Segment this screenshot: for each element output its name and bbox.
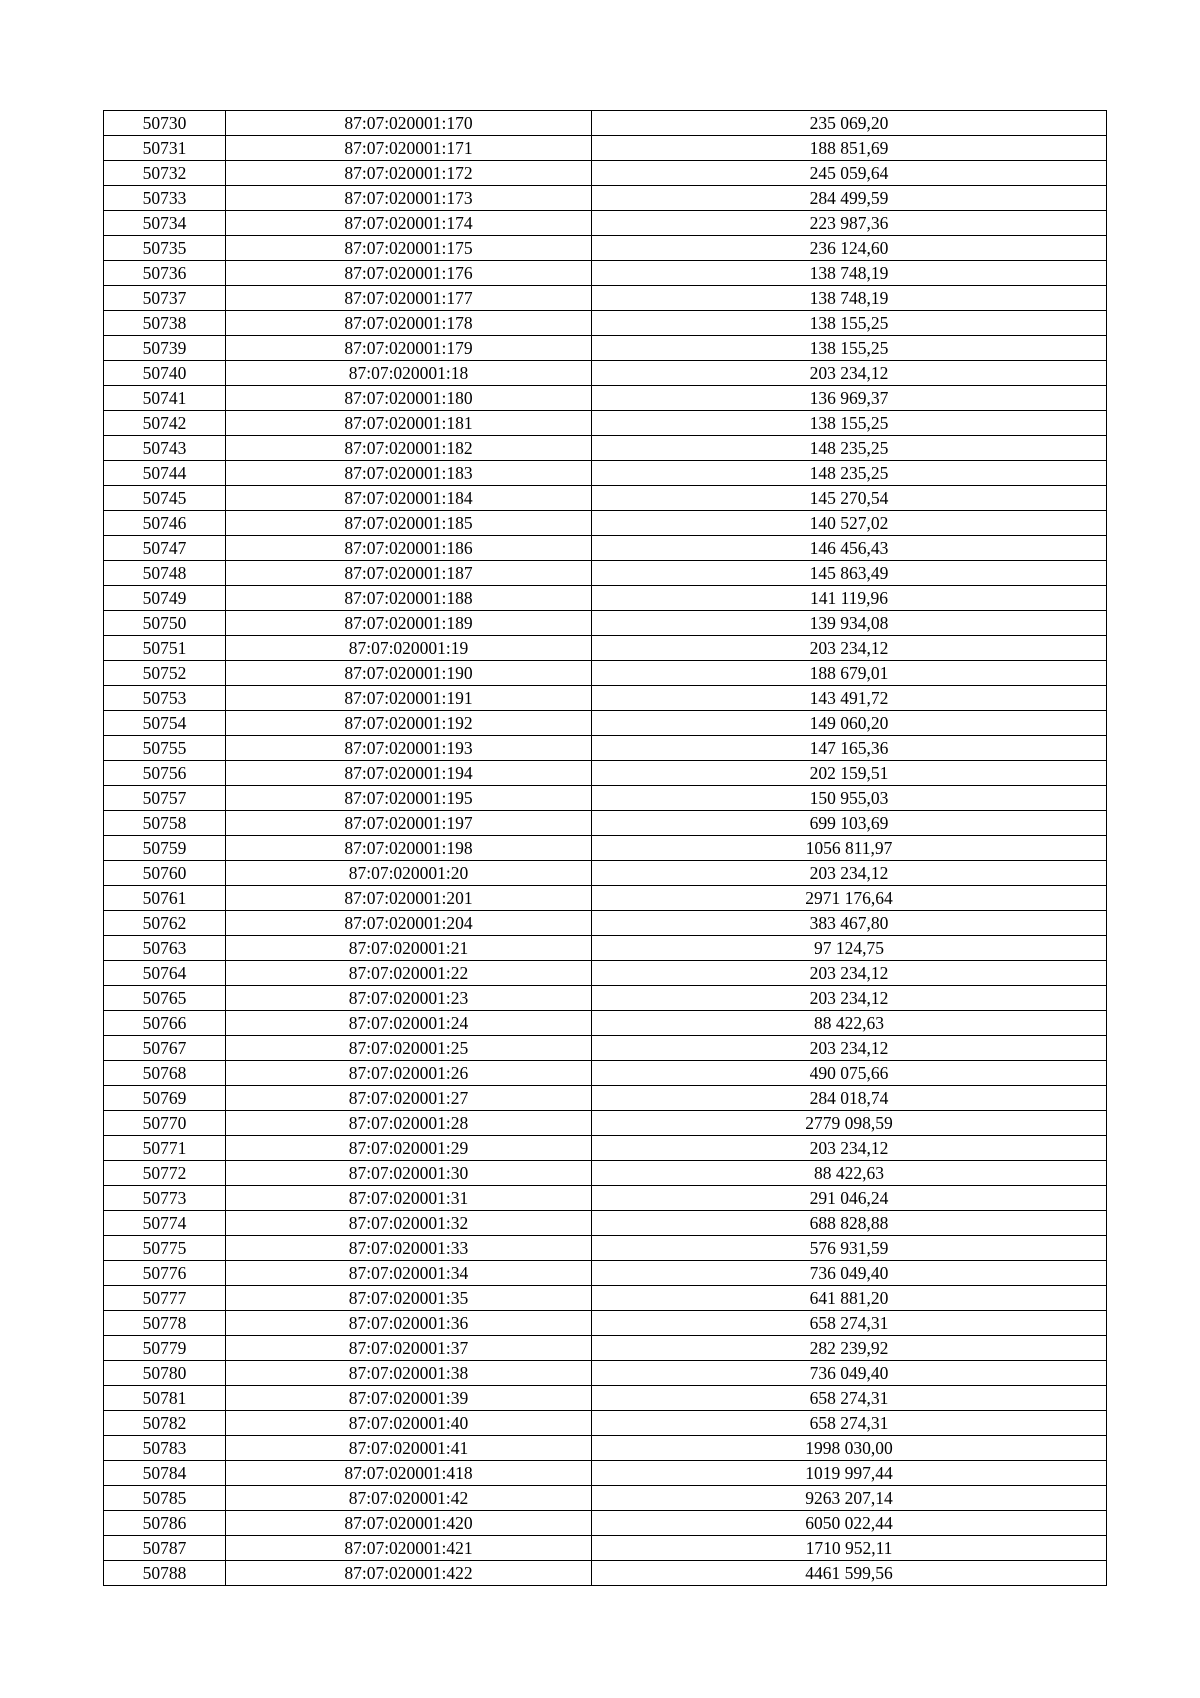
table-row bbox=[104, 1186, 1107, 1211]
row-number-cell: 50769 bbox=[104, 1086, 226, 1111]
table-row bbox=[104, 1411, 1107, 1436]
cadastral-number-cell: 87:07:020001:39 bbox=[226, 1386, 592, 1411]
table-row bbox=[104, 1511, 1107, 1536]
row-number-cell: 50733 bbox=[104, 186, 226, 211]
row-number-cell: 50738 bbox=[104, 311, 226, 336]
row-number-cell: 50737 bbox=[104, 286, 226, 311]
cadastral-number-cell: 87:07:020001:27 bbox=[226, 1086, 592, 1111]
table-row bbox=[104, 1111, 1107, 1136]
cadastral-value-cell: 4461 599,56 bbox=[592, 1561, 1107, 1586]
table-row bbox=[104, 136, 1107, 161]
row-number-cell: 50752 bbox=[104, 661, 226, 686]
table-row bbox=[104, 1261, 1107, 1286]
cadastral-number-cell: 87:07:020001:20 bbox=[226, 861, 592, 886]
table-row bbox=[104, 836, 1107, 861]
table-row bbox=[104, 336, 1107, 361]
cadastral-number-cell: 87:07:020001:33 bbox=[226, 1236, 592, 1261]
row-number-cell: 50767 bbox=[104, 1036, 226, 1061]
cadastral-number-cell: 87:07:020001:35 bbox=[226, 1286, 592, 1311]
table-row bbox=[104, 1161, 1107, 1186]
row-number-cell: 50763 bbox=[104, 936, 226, 961]
cadastral-value-cell: 223 987,36 bbox=[592, 211, 1107, 236]
table-row bbox=[104, 311, 1107, 336]
cadastral-number-cell: 87:07:020001:23 bbox=[226, 986, 592, 1011]
row-number-cell: 50786 bbox=[104, 1511, 226, 1536]
table-row bbox=[104, 286, 1107, 311]
row-number-cell: 50755 bbox=[104, 736, 226, 761]
row-number-cell: 50735 bbox=[104, 236, 226, 261]
cadastral-value-cell: 148 235,25 bbox=[592, 461, 1107, 486]
cadastral-number-cell: 87:07:020001:24 bbox=[226, 1011, 592, 1036]
table-row bbox=[104, 561, 1107, 586]
row-number-cell: 50781 bbox=[104, 1386, 226, 1411]
row-number-cell: 50768 bbox=[104, 1061, 226, 1086]
cadastral-number-cell: 87:07:020001:22 bbox=[226, 961, 592, 986]
cadastral-number-cell: 87:07:020001:193 bbox=[226, 736, 592, 761]
cadastral-number-cell: 87:07:020001:190 bbox=[226, 661, 592, 686]
cadastral-value-cell: 203 234,12 bbox=[592, 986, 1107, 1011]
cadastral-number-cell: 87:07:020001:201 bbox=[226, 886, 592, 911]
table-row bbox=[104, 661, 1107, 686]
table-row bbox=[104, 111, 1107, 136]
row-number-cell: 50753 bbox=[104, 686, 226, 711]
table-row bbox=[104, 786, 1107, 811]
cadastral-number-cell: 87:07:020001:188 bbox=[226, 586, 592, 611]
table-row bbox=[104, 1086, 1107, 1111]
cadastral-value-cell: 148 235,25 bbox=[592, 436, 1107, 461]
cadastral-value-cell: 150 955,03 bbox=[592, 786, 1107, 811]
row-number-cell: 50764 bbox=[104, 961, 226, 986]
cadastral-value-cell: 736 049,40 bbox=[592, 1261, 1107, 1286]
table-row bbox=[104, 886, 1107, 911]
table-row bbox=[104, 986, 1107, 1011]
row-number-cell: 50732 bbox=[104, 161, 226, 186]
row-number-cell: 50787 bbox=[104, 1536, 226, 1561]
cadastral-value-cell: 145 270,54 bbox=[592, 486, 1107, 511]
cadastral-number-cell: 87:07:020001:36 bbox=[226, 1311, 592, 1336]
cadastral-value-cell: 1019 997,44 bbox=[592, 1461, 1107, 1486]
table-body bbox=[104, 111, 1107, 1586]
cadastral-number-cell: 87:07:020001:172 bbox=[226, 161, 592, 186]
cadastral-value-cell: 1998 030,00 bbox=[592, 1436, 1107, 1461]
table-row bbox=[104, 636, 1107, 661]
cadastral-value-cell: 235 069,20 bbox=[592, 111, 1107, 136]
table-row bbox=[104, 436, 1107, 461]
cadastral-value-cell: 699 103,69 bbox=[592, 811, 1107, 836]
cadastral-value-cell: 136 969,37 bbox=[592, 386, 1107, 411]
row-number-cell: 50739 bbox=[104, 336, 226, 361]
cadastral-value-cell: 138 748,19 bbox=[592, 286, 1107, 311]
row-number-cell: 50754 bbox=[104, 711, 226, 736]
table-row bbox=[104, 1136, 1107, 1161]
cadastral-number-cell: 87:07:020001:422 bbox=[226, 1561, 592, 1586]
table-row bbox=[104, 1336, 1107, 1361]
cadastral-value-cell: 284 018,74 bbox=[592, 1086, 1107, 1111]
cadastral-value-cell: 141 119,96 bbox=[592, 586, 1107, 611]
table-row bbox=[104, 1211, 1107, 1236]
cadastral-number-cell: 87:07:020001:181 bbox=[226, 411, 592, 436]
cadastral-value-cell: 149 060,20 bbox=[592, 711, 1107, 736]
cadastral-number-cell: 87:07:020001:29 bbox=[226, 1136, 592, 1161]
cadastral-value-cell: 236 124,60 bbox=[592, 236, 1107, 261]
cadastral-number-cell: 87:07:020001:31 bbox=[226, 1186, 592, 1211]
row-number-cell: 50760 bbox=[104, 861, 226, 886]
cadastral-number-cell: 87:07:020001:174 bbox=[226, 211, 592, 236]
cadastral-number-cell: 87:07:020001:37 bbox=[226, 1336, 592, 1361]
cadastral-value-cell: 1056 811,97 bbox=[592, 836, 1107, 861]
table-row bbox=[104, 861, 1107, 886]
cadastral-value-cell: 688 828,88 bbox=[592, 1211, 1107, 1236]
row-number-cell: 50741 bbox=[104, 386, 226, 411]
cadastral-value-cell: 145 863,49 bbox=[592, 561, 1107, 586]
row-number-cell: 50773 bbox=[104, 1186, 226, 1211]
row-number-cell: 50771 bbox=[104, 1136, 226, 1161]
row-number-cell: 50757 bbox=[104, 786, 226, 811]
cadastral-value-cell: 1710 952,11 bbox=[592, 1536, 1107, 1561]
cadastral-number-cell: 87:07:020001:41 bbox=[226, 1436, 592, 1461]
row-number-cell: 50788 bbox=[104, 1561, 226, 1586]
cadastral-number-cell: 87:07:020001:40 bbox=[226, 1411, 592, 1436]
row-number-cell: 50734 bbox=[104, 211, 226, 236]
cadastral-value-cell: 658 274,31 bbox=[592, 1386, 1107, 1411]
table-row bbox=[104, 711, 1107, 736]
cadastral-value-cell: 97 124,75 bbox=[592, 936, 1107, 961]
cadastral-number-cell: 87:07:020001:197 bbox=[226, 811, 592, 836]
cadastral-number-cell: 87:07:020001:185 bbox=[226, 511, 592, 536]
table-row bbox=[104, 511, 1107, 536]
cadastral-value-table bbox=[103, 110, 1107, 1586]
cadastral-value-cell: 146 456,43 bbox=[592, 536, 1107, 561]
cadastral-value-cell: 88 422,63 bbox=[592, 1011, 1107, 1036]
row-number-cell: 50784 bbox=[104, 1461, 226, 1486]
cadastral-number-cell: 87:07:020001:42 bbox=[226, 1486, 592, 1511]
cadastral-value-cell: 203 234,12 bbox=[592, 961, 1107, 986]
cadastral-number-cell: 87:07:020001:183 bbox=[226, 461, 592, 486]
cadastral-number-cell: 87:07:020001:18 bbox=[226, 361, 592, 386]
cadastral-value-cell: 139 934,08 bbox=[592, 611, 1107, 636]
cadastral-value-cell: 147 165,36 bbox=[592, 736, 1107, 761]
cadastral-value-cell: 203 234,12 bbox=[592, 1136, 1107, 1161]
cadastral-value-cell: 658 274,31 bbox=[592, 1311, 1107, 1336]
table-row bbox=[104, 1461, 1107, 1486]
table-row bbox=[104, 1236, 1107, 1261]
row-number-cell: 50751 bbox=[104, 636, 226, 661]
table-row bbox=[104, 236, 1107, 261]
row-number-cell: 50774 bbox=[104, 1211, 226, 1236]
table-row bbox=[104, 1036, 1107, 1061]
row-number-cell: 50750 bbox=[104, 611, 226, 636]
cadastral-value-cell: 383 467,80 bbox=[592, 911, 1107, 936]
cadastral-value-cell: 9263 207,14 bbox=[592, 1486, 1107, 1511]
cadastral-value-cell: 245 059,64 bbox=[592, 161, 1107, 186]
cadastral-value-cell: 143 491,72 bbox=[592, 686, 1107, 711]
cadastral-value-cell: 2779 098,59 bbox=[592, 1111, 1107, 1136]
cadastral-number-cell: 87:07:020001:28 bbox=[226, 1111, 592, 1136]
row-number-cell: 50745 bbox=[104, 486, 226, 511]
cadastral-value-cell: 658 274,31 bbox=[592, 1411, 1107, 1436]
table-row bbox=[104, 1386, 1107, 1411]
table-row bbox=[104, 961, 1107, 986]
row-number-cell: 50783 bbox=[104, 1436, 226, 1461]
table-row bbox=[104, 536, 1107, 561]
table-row bbox=[104, 211, 1107, 236]
cadastral-value-cell: 736 049,40 bbox=[592, 1361, 1107, 1386]
row-number-cell: 50736 bbox=[104, 261, 226, 286]
cadastral-number-cell: 87:07:020001:184 bbox=[226, 486, 592, 511]
table-row bbox=[104, 186, 1107, 211]
row-number-cell: 50770 bbox=[104, 1111, 226, 1136]
cadastral-number-cell: 87:07:020001:19 bbox=[226, 636, 592, 661]
cadastral-value-cell: 2971 176,64 bbox=[592, 886, 1107, 911]
table-row bbox=[104, 161, 1107, 186]
cadastral-value-cell: 188 679,01 bbox=[592, 661, 1107, 686]
cadastral-value-cell: 284 499,59 bbox=[592, 186, 1107, 211]
row-number-cell: 50766 bbox=[104, 1011, 226, 1036]
table-row bbox=[104, 361, 1107, 386]
row-number-cell: 50777 bbox=[104, 1286, 226, 1311]
table-row bbox=[104, 1061, 1107, 1086]
row-number-cell: 50778 bbox=[104, 1311, 226, 1336]
cadastral-number-cell: 87:07:020001:176 bbox=[226, 261, 592, 286]
cadastral-value-cell: 188 851,69 bbox=[592, 136, 1107, 161]
row-number-cell: 50780 bbox=[104, 1361, 226, 1386]
table-row bbox=[104, 386, 1107, 411]
row-number-cell: 50765 bbox=[104, 986, 226, 1011]
table-row bbox=[104, 1011, 1107, 1036]
cadastral-value-cell: 203 234,12 bbox=[592, 361, 1107, 386]
cadastral-number-cell: 87:07:020001:198 bbox=[226, 836, 592, 861]
cadastral-number-cell: 87:07:020001:175 bbox=[226, 236, 592, 261]
row-number-cell: 50743 bbox=[104, 436, 226, 461]
cadastral-number-cell: 87:07:020001:420 bbox=[226, 1511, 592, 1536]
cadastral-number-cell: 87:07:020001:204 bbox=[226, 911, 592, 936]
cadastral-number-cell: 87:07:020001:38 bbox=[226, 1361, 592, 1386]
table-row bbox=[104, 461, 1107, 486]
cadastral-number-cell: 87:07:020001:178 bbox=[226, 311, 592, 336]
cadastral-value-cell: 490 075,66 bbox=[592, 1061, 1107, 1086]
cadastral-value-cell: 641 881,20 bbox=[592, 1286, 1107, 1311]
table-row bbox=[104, 936, 1107, 961]
row-number-cell: 50756 bbox=[104, 761, 226, 786]
table-row bbox=[104, 911, 1107, 936]
cadastral-number-cell: 87:07:020001:186 bbox=[226, 536, 592, 561]
cadastral-value-cell: 291 046,24 bbox=[592, 1186, 1107, 1211]
cadastral-value-cell: 576 931,59 bbox=[592, 1236, 1107, 1261]
cadastral-number-cell: 87:07:020001:189 bbox=[226, 611, 592, 636]
row-number-cell: 50761 bbox=[104, 886, 226, 911]
row-number-cell: 50785 bbox=[104, 1486, 226, 1511]
cadastral-number-cell: 87:07:020001:173 bbox=[226, 186, 592, 211]
cadastral-number-cell: 87:07:020001:179 bbox=[226, 336, 592, 361]
row-number-cell: 50759 bbox=[104, 836, 226, 861]
table-row bbox=[104, 486, 1107, 511]
cadastral-number-cell: 87:07:020001:180 bbox=[226, 386, 592, 411]
row-number-cell: 50742 bbox=[104, 411, 226, 436]
row-number-cell: 50744 bbox=[104, 461, 226, 486]
cadastral-value-cell: 138 155,25 bbox=[592, 311, 1107, 336]
cadastral-value-cell: 88 422,63 bbox=[592, 1161, 1107, 1186]
row-number-cell: 50731 bbox=[104, 136, 226, 161]
table-row bbox=[104, 761, 1107, 786]
row-number-cell: 50749 bbox=[104, 586, 226, 611]
row-number-cell: 50740 bbox=[104, 361, 226, 386]
cadastral-number-cell: 87:07:020001:195 bbox=[226, 786, 592, 811]
row-number-cell: 50776 bbox=[104, 1261, 226, 1286]
cadastral-number-cell: 87:07:020001:25 bbox=[226, 1036, 592, 1061]
cadastral-number-cell: 87:07:020001:194 bbox=[226, 761, 592, 786]
cadastral-number-cell: 87:07:020001:171 bbox=[226, 136, 592, 161]
cadastral-number-cell: 87:07:020001:26 bbox=[226, 1061, 592, 1086]
table-row bbox=[104, 1436, 1107, 1461]
cadastral-number-cell: 87:07:020001:187 bbox=[226, 561, 592, 586]
row-number-cell: 50775 bbox=[104, 1236, 226, 1261]
row-number-cell: 50730 bbox=[104, 111, 226, 136]
cadastral-value-cell: 6050 022,44 bbox=[592, 1511, 1107, 1536]
row-number-cell: 50746 bbox=[104, 511, 226, 536]
row-number-cell: 50747 bbox=[104, 536, 226, 561]
table-row bbox=[104, 586, 1107, 611]
table-row bbox=[104, 686, 1107, 711]
table-row bbox=[104, 1311, 1107, 1336]
cadastral-value-cell: 203 234,12 bbox=[592, 636, 1107, 661]
table-row bbox=[104, 611, 1107, 636]
cadastral-number-cell: 87:07:020001:177 bbox=[226, 286, 592, 311]
cadastral-number-cell: 87:07:020001:21 bbox=[226, 936, 592, 961]
cadastral-value-cell: 202 159,51 bbox=[592, 761, 1107, 786]
cadastral-value-cell: 203 234,12 bbox=[592, 861, 1107, 886]
table-row bbox=[104, 736, 1107, 761]
cadastral-value-cell: 282 239,92 bbox=[592, 1336, 1107, 1361]
cadastral-number-cell: 87:07:020001:170 bbox=[226, 111, 592, 136]
cadastral-number-cell: 87:07:020001:192 bbox=[226, 711, 592, 736]
cadastral-number-cell: 87:07:020001:421 bbox=[226, 1536, 592, 1561]
table-row bbox=[104, 1561, 1107, 1586]
table-row bbox=[104, 1286, 1107, 1311]
cadastral-value-cell: 138 748,19 bbox=[592, 261, 1107, 286]
table-row bbox=[104, 1486, 1107, 1511]
cadastral-number-cell: 87:07:020001:32 bbox=[226, 1211, 592, 1236]
table-row bbox=[104, 411, 1107, 436]
row-number-cell: 50762 bbox=[104, 911, 226, 936]
table-row bbox=[104, 261, 1107, 286]
row-number-cell: 50748 bbox=[104, 561, 226, 586]
cadastral-number-cell: 87:07:020001:34 bbox=[226, 1261, 592, 1286]
row-number-cell: 50782 bbox=[104, 1411, 226, 1436]
cadastral-value-cell: 203 234,12 bbox=[592, 1036, 1107, 1061]
row-number-cell: 50772 bbox=[104, 1161, 226, 1186]
cadastral-number-cell: 87:07:020001:191 bbox=[226, 686, 592, 711]
cadastral-value-cell: 138 155,25 bbox=[592, 336, 1107, 361]
cadastral-value-cell: 140 527,02 bbox=[592, 511, 1107, 536]
table-row bbox=[104, 1536, 1107, 1561]
row-number-cell: 50779 bbox=[104, 1336, 226, 1361]
cadastral-number-cell: 87:07:020001:182 bbox=[226, 436, 592, 461]
table-row bbox=[104, 1361, 1107, 1386]
row-number-cell: 50758 bbox=[104, 811, 226, 836]
table-row bbox=[104, 811, 1107, 836]
cadastral-number-cell: 87:07:020001:30 bbox=[226, 1161, 592, 1186]
cadastral-number-cell: 87:07:020001:418 bbox=[226, 1461, 592, 1486]
cadastral-value-cell: 138 155,25 bbox=[592, 411, 1107, 436]
